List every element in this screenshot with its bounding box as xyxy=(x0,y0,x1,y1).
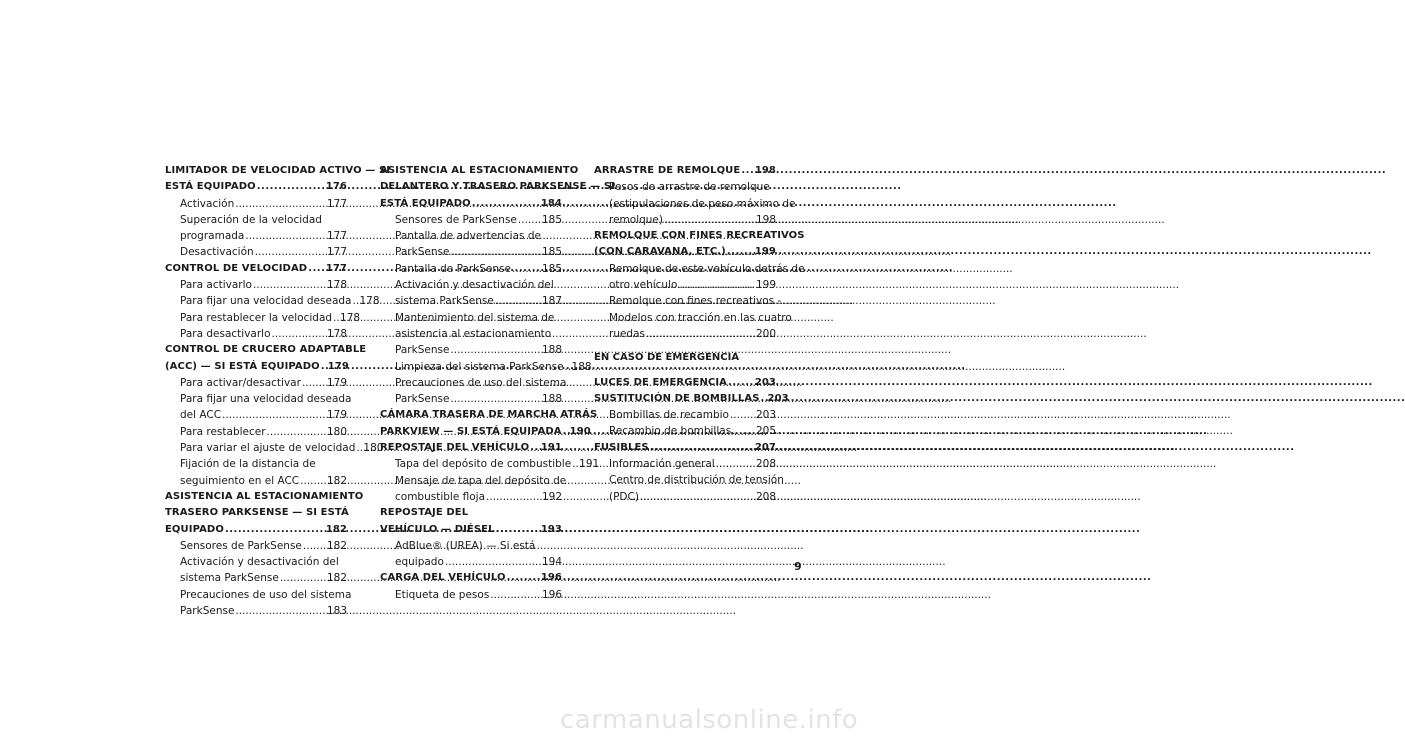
toc-page-number: 192 xyxy=(541,490,562,503)
toc-page-number: 187 xyxy=(541,295,562,308)
toc-page-number: 185 xyxy=(541,213,562,226)
toc-entry-text: CONTROL DE CRUCERO ADAPTABLE xyxy=(165,344,367,356)
toc-section-entry xyxy=(380,505,562,538)
toc-subentry xyxy=(594,456,776,472)
toc-entry-text: Fijación de la distancia de xyxy=(180,458,316,471)
toc-entry-text: Precauciones de uso del sistema xyxy=(395,376,567,389)
leader-dots xyxy=(716,456,755,472)
toc-page-number: 178 xyxy=(359,295,380,308)
toc-subentry xyxy=(165,196,347,212)
toc-page-number: 208 xyxy=(755,458,776,471)
leader-dots xyxy=(222,407,326,423)
toc-subentry xyxy=(380,212,562,228)
leader-dots xyxy=(450,244,541,260)
leader-dots xyxy=(253,277,326,293)
toc-entry-text: ASISTENCIA AL ESTACIONAMIENTO xyxy=(380,165,579,176)
toc-subentry xyxy=(594,179,796,228)
leader-dots xyxy=(563,424,569,440)
toc-section-entry xyxy=(594,375,776,391)
leader-dots xyxy=(321,359,327,375)
toc-subentry xyxy=(380,456,600,472)
toc-subentry xyxy=(165,277,347,293)
leader-dots xyxy=(572,456,578,472)
toc-entry-text: Para activar/desactivar xyxy=(180,376,301,389)
toc-page-number: 188 xyxy=(571,360,592,373)
toc-page-number: 198 xyxy=(754,165,776,176)
leader-dots xyxy=(727,244,754,260)
leader-dots xyxy=(356,440,362,456)
toc-subentry xyxy=(165,293,380,309)
toc-entry-text: seguimiento en el ACC xyxy=(180,474,300,487)
leader-dots xyxy=(646,326,755,342)
toc-page-number: 180 xyxy=(363,442,384,455)
leader-dots xyxy=(450,342,541,358)
watermark-text: carmanualsonline.info xyxy=(560,705,859,735)
toc-entry-text: Pesos de arrastre de remolque xyxy=(609,181,770,194)
leader-dots xyxy=(245,228,326,244)
toc-section-entry xyxy=(165,342,367,375)
toc-subentry xyxy=(165,554,347,587)
toc-subentry xyxy=(165,587,352,620)
toc-entry-text: REPOSTAJE DEL VEHÍCULO xyxy=(380,442,530,454)
toc-page-number: 203 xyxy=(767,392,789,404)
toc-entry-text: del ACC xyxy=(180,409,222,422)
toc-page-number: 191 xyxy=(579,458,600,471)
toc-section-entry xyxy=(380,440,562,456)
toc-entry-text: TRASERO PARKSENSE — SI ESTÁ xyxy=(165,507,349,519)
leader-dots xyxy=(235,196,326,212)
toc-subentry xyxy=(594,423,776,439)
leader-dots xyxy=(650,440,754,456)
toc-section-entry xyxy=(380,570,562,586)
toc-entry-text: SUSTITUCIÓN DE BOMBILLAS xyxy=(594,392,760,404)
leader-dots xyxy=(565,359,571,375)
toc-entry-text: Para restablecer xyxy=(180,425,266,438)
toc-section-entry xyxy=(380,407,598,440)
toc-page-number: 185 xyxy=(541,246,562,259)
toc-page-number: 188 xyxy=(541,344,562,357)
toc-subentry xyxy=(165,391,352,424)
toc-subentry xyxy=(165,212,347,245)
leader-dots xyxy=(741,163,753,179)
toc-entry-text: Remolque de este vehículo detrás de xyxy=(609,262,805,275)
toc-page-number: 176 xyxy=(325,181,347,193)
leader-dots xyxy=(728,375,754,391)
leader-dots xyxy=(472,196,540,212)
toc-section-entry xyxy=(594,391,789,407)
toc-entry-text: Para variar el ajuste de velocidad xyxy=(180,442,356,455)
toc-entry-text: ruedas xyxy=(609,327,646,340)
toc-entry-text: equipado xyxy=(395,556,444,569)
leader-dots xyxy=(490,587,541,603)
toc-subentry xyxy=(380,538,562,571)
leader-dots xyxy=(518,212,541,228)
toc-section-entry xyxy=(165,261,347,277)
leader-dots xyxy=(255,244,326,260)
toc-page-number: 182 xyxy=(325,523,347,535)
toc-entry-text: ASISTENCIA AL ESTACIONAMIENTO xyxy=(165,490,364,502)
toc-subentry xyxy=(594,293,792,342)
toc-entry-text: AdBlue® (UREA) — Si está xyxy=(395,539,536,552)
toc-entry-text: Para restablecer la velocidad xyxy=(180,311,333,324)
toc-subentry xyxy=(380,375,567,408)
toc-page-number: 177 xyxy=(325,262,347,274)
leader-dots xyxy=(640,489,755,505)
toc-page-number: 178 xyxy=(340,311,361,324)
toc-section-entry xyxy=(594,163,776,179)
toc-entry-text: programada xyxy=(180,230,245,243)
toc-page-number: 203 xyxy=(755,409,776,422)
toc-subentry xyxy=(165,456,347,489)
toc-page-number: 191 xyxy=(540,442,562,454)
toc-entry-text: Para desactivarlo xyxy=(180,327,271,340)
leader-dots xyxy=(530,440,540,456)
toc-page-number: 190 xyxy=(569,425,591,437)
toc-entry-text: Precauciones de uso del sistema xyxy=(180,588,352,601)
toc-column-2 xyxy=(380,163,615,603)
toc-entry-text: CONTROL DE VELOCIDAD xyxy=(165,262,308,274)
toc-subentry xyxy=(380,277,562,310)
leader-dots xyxy=(302,375,326,391)
toc-page-number: 178 xyxy=(326,327,347,340)
toc-subentry xyxy=(165,326,347,342)
toc-page-number: 182 xyxy=(326,572,347,585)
toc-entry-text: Bombillas de recambio xyxy=(609,409,729,422)
toc-page-number: 198 xyxy=(755,213,776,226)
leader-dots xyxy=(300,473,326,489)
toc-entry-text: REMOLQUE CON FINES RECREATIVOS xyxy=(594,230,805,242)
leader-dots xyxy=(303,538,326,554)
toc-entry-text: Activación y desactivación del xyxy=(180,556,339,569)
toc-subentry xyxy=(594,407,776,423)
toc-entry-text: Para fijar una velocidad deseada xyxy=(180,393,352,406)
toc-entry-text: Remolque con fines recreativos - xyxy=(609,295,782,308)
toc-page-number: 199 xyxy=(755,279,776,292)
toc-entry-text: CARGA DEL VEHÍCULO xyxy=(380,572,506,584)
toc-subentry xyxy=(594,472,784,505)
toc-entry-text: Etiqueta de pesos xyxy=(395,588,490,601)
toc-entry-text: Para activarlo xyxy=(180,279,252,292)
leader-dots xyxy=(730,407,755,423)
toc-entry-text: Información general xyxy=(609,458,715,471)
toc-entry-text: combustible floja xyxy=(395,490,486,503)
toc-entry-text: (ACC) — SI ESTÁ EQUIPADO xyxy=(165,360,320,372)
toc-page-number: 184 xyxy=(540,197,562,209)
toc-page-number: 179 xyxy=(327,360,349,372)
toc-entry-text: sistema ParkSense xyxy=(180,572,279,585)
leader-dots xyxy=(507,570,540,586)
toc-entry-text: DELANTERO Y TRASERO PARKSENSE — SI xyxy=(380,181,615,193)
toc-page-number: 193 xyxy=(540,523,562,535)
toc-entry-text: LUCES DE EMERGENCIA xyxy=(594,376,728,388)
toc-entry-text: CÁMARA TRASERA DE MARCHA ATRÁS xyxy=(380,409,598,421)
toc-entry-text: Sensores de ParkSense xyxy=(180,539,302,552)
toc-section-entry xyxy=(594,228,805,261)
toc-entry-text: ParkSense xyxy=(395,393,450,406)
toc-page-number: 182 xyxy=(326,474,347,487)
toc-entry-text: sistema ParkSense xyxy=(395,295,494,308)
toc-subentry xyxy=(165,538,347,554)
toc-page-number: 183 xyxy=(326,605,347,618)
leader-dots xyxy=(445,554,541,570)
toc-entry-text: asistencia al estacionamiento xyxy=(395,327,552,340)
toc-subentry xyxy=(165,310,361,326)
toc-entry-text: Limpieza del sistema ParkSense xyxy=(395,360,564,373)
toc-entry-text: (CON CARAVANA, ETC.) xyxy=(594,246,726,258)
leader-dots xyxy=(235,603,326,619)
toc-entry-text: Superación de la velocidad xyxy=(180,213,322,226)
toc-entry-text: Centro de distribución de tensión xyxy=(609,474,784,487)
toc-entry-text: ParkSense xyxy=(395,246,450,259)
leader-dots xyxy=(761,391,767,407)
toc-page-number: 180 xyxy=(326,425,347,438)
leader-dots xyxy=(512,261,541,277)
toc-section-entry xyxy=(165,163,391,196)
toc-entry-text: otro vehículo xyxy=(609,279,678,292)
leader-dots xyxy=(678,277,755,293)
toc-page-number: 208 xyxy=(755,490,776,503)
toc-entry-text: Mensaje de tapa del depósito de xyxy=(395,474,567,487)
toc-entry-text: EQUIPADO xyxy=(165,523,224,535)
toc-page-number: 207 xyxy=(754,441,776,453)
leader-dots xyxy=(732,423,755,439)
toc-page-number: 185 xyxy=(541,262,562,275)
leader-dots xyxy=(664,212,755,228)
toc-page-number: 182 xyxy=(326,539,347,552)
toc-page-number: 178 xyxy=(326,279,347,292)
toc-entry-text: Activación xyxy=(180,197,235,210)
toc-subentry xyxy=(380,587,562,603)
leader-dots xyxy=(495,293,541,309)
toc-entry-text: Sensores de ParkSense xyxy=(395,213,517,226)
toc-page-number: 177 xyxy=(326,246,347,259)
toc-entry-text: Activación y desactivación del xyxy=(395,279,554,292)
toc-entry-text: remolque) xyxy=(609,213,663,226)
toc-subentry xyxy=(380,228,562,261)
page-number: 9 xyxy=(794,560,802,573)
toc-subentry xyxy=(165,244,347,260)
toc-section-entry xyxy=(380,163,615,212)
toc-entry-text: (estipulaciones de peso máximo de xyxy=(609,197,796,210)
leader-dots xyxy=(225,522,325,538)
toc-entry-text: (PDC) xyxy=(609,490,639,503)
toc-column-3 xyxy=(594,163,805,505)
leader-dots xyxy=(450,391,541,407)
toc-entry-text: Mantenimiento del sistema de xyxy=(395,311,555,324)
toc-page-number: 205 xyxy=(755,425,776,438)
toc-entry-text: ARRASTRE DE REMOLQUE xyxy=(594,165,741,176)
toc-subentry xyxy=(165,375,347,391)
toc-entry-text: Desactivación xyxy=(180,246,254,259)
toc-page-number: 179 xyxy=(326,409,347,422)
toc-entry-text: ParkSense xyxy=(180,605,235,618)
leader-dots xyxy=(352,293,358,309)
toc-page-number: 196 xyxy=(541,588,562,601)
leader-dots xyxy=(486,489,541,505)
leader-dots xyxy=(496,522,540,538)
leader-dots xyxy=(267,424,326,440)
leader-dots xyxy=(272,326,326,342)
toc-entry-text: ESTÁ EQUIPADO xyxy=(165,181,256,193)
toc-entry-text: REPOSTAJE DEL xyxy=(380,507,469,519)
toc-subentry xyxy=(380,359,592,375)
toc-entry-text: PARKVIEW — SI ESTÁ EQUIPADA xyxy=(380,425,562,437)
toc-page-number: 196 xyxy=(540,572,562,584)
leader-dots xyxy=(308,261,325,277)
toc-page-number: 177 xyxy=(326,197,347,210)
toc-entry-text: ParkSense xyxy=(395,344,450,357)
leader-dots xyxy=(280,570,326,586)
toc-section-entry xyxy=(165,489,364,538)
toc-subentry xyxy=(380,473,567,506)
leader-dots xyxy=(257,179,325,195)
toc-entry-text: Modelos con tracción en las cuatro xyxy=(609,311,792,324)
toc-entry-text: Para fijar una velocidad deseada xyxy=(180,295,352,308)
toc-subentry xyxy=(380,261,562,277)
leader-dots xyxy=(333,310,339,326)
toc-page-number: 203 xyxy=(754,376,776,388)
toc-chapter-heading: EN CASO DE EMERGENCIA xyxy=(594,352,740,364)
toc-entry-text: VEHÍCULO — DIÉSEL xyxy=(380,523,495,535)
toc-page-number: 177 xyxy=(326,230,347,243)
toc-section-entry xyxy=(594,440,776,456)
toc-subentry xyxy=(594,261,805,294)
toc-entry-text: LIMITADOR DE VELOCIDAD ACTIVO — SI xyxy=(165,165,391,176)
toc-page-number: 194 xyxy=(541,556,562,569)
toc-entry-text: Pantalla de ParkSense xyxy=(395,262,511,275)
toc-subentry xyxy=(380,310,562,359)
toc-entry-text: Tapa del depósito de combustible xyxy=(395,458,572,471)
toc-entry-text: FUSIBLES xyxy=(594,441,649,453)
toc-subentry xyxy=(165,440,384,456)
toc-page-number: 200 xyxy=(755,327,776,340)
toc-subentry xyxy=(165,424,347,440)
toc-page-number: 188 xyxy=(541,393,562,406)
toc-page-number: 179 xyxy=(326,376,347,389)
toc-column-1 xyxy=(165,163,391,619)
toc-entry-text: Pantalla de advertencias de xyxy=(395,230,541,243)
toc-page-number: 199 xyxy=(754,246,776,258)
toc-entry-text: Recambio de bombillas xyxy=(609,425,732,438)
toc-entry-text: ESTÁ EQUIPADO xyxy=(380,197,471,209)
